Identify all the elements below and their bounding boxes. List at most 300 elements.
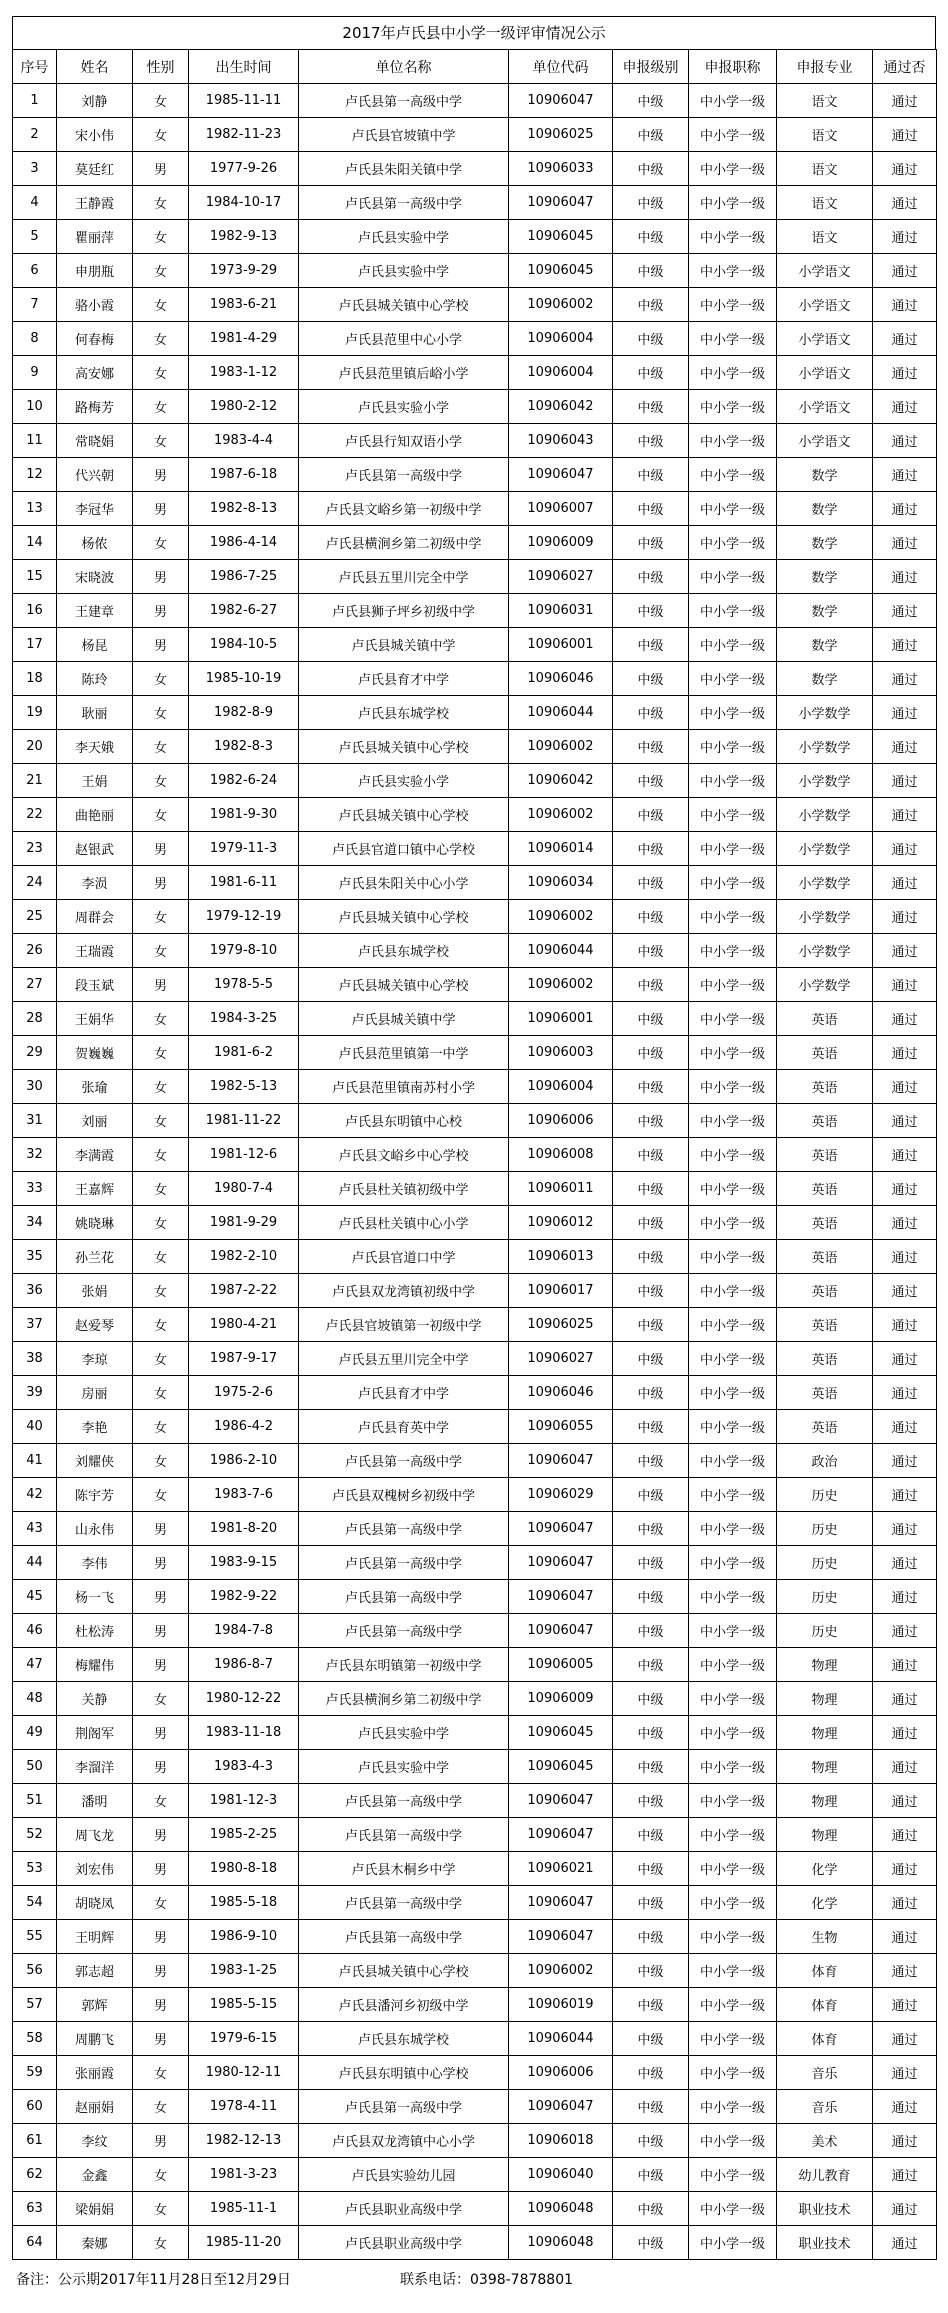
- table-row: [13, 220, 937, 254]
- cell-unit-name: 卢氏县实验幼儿园: [299, 2158, 509, 2192]
- cell-unit-name: 卢氏县实验小学: [299, 390, 509, 424]
- cell-level: 中级: [613, 1750, 689, 1784]
- cell-gender: 男: [133, 152, 189, 186]
- cell-passed: 通过: [873, 1750, 937, 1784]
- cell-name: 关静: [57, 1682, 133, 1716]
- cell-unit-name: 卢氏县东城学校: [299, 2022, 509, 2056]
- cell-gender: 女: [133, 1308, 189, 1342]
- cell-passed: 通过: [873, 1580, 937, 1614]
- cell-title: 中小学一级: [689, 390, 777, 424]
- cell-level: 中级: [613, 1036, 689, 1070]
- cell-passed: 通过: [873, 2022, 937, 2056]
- cell-unit-name: 卢氏县东城学校: [299, 696, 509, 730]
- cell-title: 中小学一级: [689, 1580, 777, 1614]
- cell-title: 中小学一级: [689, 254, 777, 288]
- cell-unit-code: 10906047: [509, 1444, 613, 1478]
- cell-name: 李纹: [57, 2124, 133, 2158]
- cell-birthdate: 1981-9-30: [189, 798, 299, 832]
- cell-unit-name: 卢氏县城关镇中心学校: [299, 900, 509, 934]
- cell-passed: 通过: [873, 1036, 937, 1070]
- cell-subject: 小学数学: [777, 730, 873, 764]
- cell-gender: 男: [133, 1512, 189, 1546]
- cell-unit-code: 10906043: [509, 424, 613, 458]
- cell-unit-code: 10906047: [509, 1784, 613, 1818]
- cell-unit-name: 卢氏县潘河乡初级中学: [299, 1988, 509, 2022]
- cell-level: 中级: [613, 1648, 689, 1682]
- cell-gender: 女: [133, 2158, 189, 2192]
- cell-level: 中级: [613, 2192, 689, 2226]
- cell-name: 路梅芳: [57, 390, 133, 424]
- cell-birthdate: 1979-12-19: [189, 900, 299, 934]
- cell-gender: 男: [133, 1920, 189, 1954]
- cell-name: 赵丽娟: [57, 2090, 133, 2124]
- cell-index: 52: [13, 1818, 57, 1852]
- cell-level: 中级: [613, 1580, 689, 1614]
- cell-gender: 女: [133, 900, 189, 934]
- cell-name: 周群会: [57, 900, 133, 934]
- cell-birthdate: 1979-6-15: [189, 2022, 299, 2056]
- cell-index: 58: [13, 2022, 57, 2056]
- cell-index: 45: [13, 1580, 57, 1614]
- cell-passed: 通过: [873, 424, 937, 458]
- results-table: [12, 49, 937, 2260]
- cell-subject: 小学数学: [777, 934, 873, 968]
- cell-passed: 通过: [873, 1648, 937, 1682]
- cell-level: 中级: [613, 288, 689, 322]
- cell-gender: 女: [133, 2192, 189, 2226]
- cell-level: 中级: [613, 220, 689, 254]
- cell-index: 39: [13, 1376, 57, 1410]
- cell-gender: 女: [133, 84, 189, 118]
- cell-name: 杨一飞: [57, 1580, 133, 1614]
- cell-unit-code: 10906045: [509, 220, 613, 254]
- cell-level: 中级: [613, 1852, 689, 1886]
- cell-name: 金鑫: [57, 2158, 133, 2192]
- cell-name: 王瑞霞: [57, 934, 133, 968]
- cell-gender: 男: [133, 1750, 189, 1784]
- cell-birthdate: 1981-4-29: [189, 322, 299, 356]
- cell-index: 57: [13, 1988, 57, 2022]
- cell-subject: 英语: [777, 1104, 873, 1138]
- cell-subject: 小学数学: [777, 832, 873, 866]
- cell-index: 5: [13, 220, 57, 254]
- cell-subject: 数学: [777, 458, 873, 492]
- cell-gender: 男: [133, 1614, 189, 1648]
- cell-unit-name: 卢氏县东明镇中心学校: [299, 2056, 509, 2090]
- cell-birthdate: 1982-6-27: [189, 594, 299, 628]
- cell-birthdate: 1981-11-22: [189, 1104, 299, 1138]
- cell-subject: 数学: [777, 594, 873, 628]
- cell-title: 中小学一级: [689, 832, 777, 866]
- cell-passed: 通过: [873, 1886, 937, 1920]
- cell-birthdate: 1985-5-15: [189, 1988, 299, 2022]
- cell-unit-name: 卢氏县职业高级中学: [299, 2192, 509, 2226]
- cell-index: 54: [13, 1886, 57, 1920]
- table-row: [13, 152, 937, 186]
- cell-passed: 通过: [873, 1512, 937, 1546]
- cell-gender: 男: [133, 1988, 189, 2022]
- cell-unit-code: 10906027: [509, 560, 613, 594]
- table-row: [13, 1852, 937, 1886]
- cell-unit-name: 卢氏县育英中学: [299, 1410, 509, 1444]
- cell-name: 申朋瓶: [57, 254, 133, 288]
- cell-name: 张丽霞: [57, 2056, 133, 2090]
- cell-subject: 历史: [777, 1546, 873, 1580]
- cell-name: 刘宏伟: [57, 1852, 133, 1886]
- cell-unit-name: 卢氏县第一高级中学: [299, 1512, 509, 1546]
- cell-birthdate: 1983-6-21: [189, 288, 299, 322]
- table-row: [13, 1818, 937, 1852]
- cell-index: 30: [13, 1070, 57, 1104]
- cell-birthdate: 1979-8-10: [189, 934, 299, 968]
- cell-unit-code: 10906045: [509, 254, 613, 288]
- table-row: [13, 2192, 937, 2226]
- cell-birthdate: 1985-2-25: [189, 1818, 299, 1852]
- cell-unit-code: 10906029: [509, 1478, 613, 1512]
- cell-index: 46: [13, 1614, 57, 1648]
- table-row: [13, 1410, 937, 1444]
- cell-name: 秦娜: [57, 2226, 133, 2260]
- cell-gender: 女: [133, 2226, 189, 2260]
- cell-birthdate: 1986-4-2: [189, 1410, 299, 1444]
- cell-title: 中小学一级: [689, 1818, 777, 1852]
- table-row: [13, 254, 937, 288]
- table-row: [13, 730, 937, 764]
- cell-birthdate: 1983-11-18: [189, 1716, 299, 1750]
- cell-index: 17: [13, 628, 57, 662]
- cell-title: 中小学一级: [689, 1172, 777, 1206]
- cell-passed: 通过: [873, 1682, 937, 1716]
- table-row: [13, 1376, 937, 1410]
- cell-subject: 语文: [777, 152, 873, 186]
- cell-name: 刘耀侠: [57, 1444, 133, 1478]
- cell-passed: 通过: [873, 1240, 937, 1274]
- cell-birthdate: 1977-9-26: [189, 152, 299, 186]
- cell-birthdate: 1982-9-22: [189, 1580, 299, 1614]
- cell-level: 中级: [613, 1614, 689, 1648]
- cell-gender: 女: [133, 1886, 189, 1920]
- cell-level: 中级: [613, 900, 689, 934]
- cell-index: 49: [13, 1716, 57, 1750]
- cell-subject: 英语: [777, 1410, 873, 1444]
- cell-level: 中级: [613, 526, 689, 560]
- cell-index: 15: [13, 560, 57, 594]
- cell-unit-name: 卢氏县朱阳关中心小学: [299, 866, 509, 900]
- cell-index: 6: [13, 254, 57, 288]
- table-row: [13, 1988, 937, 2022]
- cell-name: 梅耀伟: [57, 1648, 133, 1682]
- table-row: [13, 2022, 937, 2056]
- cell-unit-code: 10906002: [509, 288, 613, 322]
- cell-title: 中小学一级: [689, 764, 777, 798]
- cell-birthdate: 1982-8-9: [189, 696, 299, 730]
- cell-index: 44: [13, 1546, 57, 1580]
- cell-unit-name: 卢氏县城关镇中心学校: [299, 1954, 509, 1988]
- cell-name: 周鹏飞: [57, 2022, 133, 2056]
- cell-gender: 女: [133, 1274, 189, 1308]
- cell-level: 中级: [613, 1954, 689, 1988]
- cell-passed: 通过: [873, 1376, 937, 1410]
- table-body: [13, 84, 937, 2260]
- cell-gender: 女: [133, 186, 189, 220]
- cell-passed: 通过: [873, 764, 937, 798]
- cell-birthdate: 1984-7-8: [189, 1614, 299, 1648]
- cell-subject: 小学数学: [777, 900, 873, 934]
- cell-gender: 男: [133, 628, 189, 662]
- cell-gender: 女: [133, 1478, 189, 1512]
- cell-subject: 化学: [777, 1886, 873, 1920]
- cell-index: 1: [13, 84, 57, 118]
- cell-level: 中级: [613, 764, 689, 798]
- column-header-gender: 性别: [133, 50, 189, 84]
- cell-name: 赵爱琴: [57, 1308, 133, 1342]
- cell-passed: 通过: [873, 2056, 937, 2090]
- cell-unit-name: 卢氏县实验中学: [299, 254, 509, 288]
- cell-title: 中小学一级: [689, 1852, 777, 1886]
- table-row: [13, 1614, 937, 1648]
- cell-passed: 通过: [873, 390, 937, 424]
- cell-title: 中小学一级: [689, 288, 777, 322]
- cell-index: 21: [13, 764, 57, 798]
- cell-subject: 历史: [777, 1512, 873, 1546]
- cell-level: 中级: [613, 1444, 689, 1478]
- cell-name: 王娟: [57, 764, 133, 798]
- cell-unit-code: 10906019: [509, 1988, 613, 2022]
- cell-gender: 女: [133, 1410, 189, 1444]
- cell-title: 中小学一级: [689, 84, 777, 118]
- cell-level: 中级: [613, 594, 689, 628]
- cell-subject: 英语: [777, 1308, 873, 1342]
- cell-level: 中级: [613, 1886, 689, 1920]
- table-row: [13, 628, 937, 662]
- cell-level: 中级: [613, 1172, 689, 1206]
- cell-gender: 男: [133, 1954, 189, 1988]
- cell-title: 中小学一级: [689, 1988, 777, 2022]
- cell-title: 中小学一级: [689, 186, 777, 220]
- cell-subject: 物理: [777, 1818, 873, 1852]
- table-row: [13, 1274, 937, 1308]
- cell-index: 7: [13, 288, 57, 322]
- column-header-title: 申报职称: [689, 50, 777, 84]
- notice-sheet: [12, 16, 936, 2288]
- cell-passed: 通过: [873, 594, 937, 628]
- cell-index: 12: [13, 458, 57, 492]
- cell-subject: 物理: [777, 1750, 873, 1784]
- cell-unit-name: 卢氏县城关镇中心学校: [299, 288, 509, 322]
- cell-name: 杜松涛: [57, 1614, 133, 1648]
- cell-unit-code: 10906055: [509, 1410, 613, 1444]
- cell-title: 中小学一级: [689, 458, 777, 492]
- cell-passed: 通过: [873, 1070, 937, 1104]
- cell-subject: 音乐: [777, 2056, 873, 2090]
- cell-index: 62: [13, 2158, 57, 2192]
- cell-name: 胡晓凤: [57, 1886, 133, 1920]
- cell-name: 周飞龙: [57, 1818, 133, 1852]
- table-row: [13, 1954, 937, 1988]
- cell-birthdate: 1982-8-13: [189, 492, 299, 526]
- cell-birthdate: 1982-2-10: [189, 1240, 299, 1274]
- cell-unit-name: 卢氏县第一高级中学: [299, 2090, 509, 2124]
- cell-subject: 职业技术: [777, 2192, 873, 2226]
- cell-gender: 男: [133, 458, 189, 492]
- table-row: [13, 1070, 937, 1104]
- cell-passed: 通过: [873, 1954, 937, 1988]
- cell-gender: 男: [133, 1648, 189, 1682]
- cell-level: 中级: [613, 458, 689, 492]
- cell-name: 段玉斌: [57, 968, 133, 1002]
- cell-unit-name: 卢氏县第一高级中学: [299, 1580, 509, 1614]
- cell-level: 中级: [613, 1512, 689, 1546]
- cell-subject: 语文: [777, 186, 873, 220]
- cell-title: 中小学一级: [689, 152, 777, 186]
- cell-birthdate: 1987-2-22: [189, 1274, 299, 1308]
- cell-unit-name: 卢氏县第一高级中学: [299, 1546, 509, 1580]
- cell-birthdate: 1983-9-15: [189, 1546, 299, 1580]
- cell-subject: 英语: [777, 1342, 873, 1376]
- cell-birthdate: 1986-7-25: [189, 560, 299, 594]
- table-row: [13, 1104, 937, 1138]
- column-header-subject: 申报专业: [777, 50, 873, 84]
- cell-name: 刘静: [57, 84, 133, 118]
- cell-unit-name: 卢氏县官坡镇第一初级中学: [299, 1308, 509, 1342]
- cell-unit-code: 10906025: [509, 118, 613, 152]
- cell-unit-name: 卢氏县第一高级中学: [299, 1784, 509, 1818]
- cell-birthdate: 1985-11-1: [189, 2192, 299, 2226]
- cell-unit-name: 卢氏县五里川完全中学: [299, 560, 509, 594]
- cell-gender: 女: [133, 1138, 189, 1172]
- table-row: [13, 390, 937, 424]
- cell-name: 杨昆: [57, 628, 133, 662]
- cell-gender: 女: [133, 798, 189, 832]
- column-header-unit-code: 单位代码: [509, 50, 613, 84]
- cell-title: 中小学一级: [689, 2226, 777, 2260]
- cell-level: 中级: [613, 1784, 689, 1818]
- cell-birthdate: 1982-12-13: [189, 2124, 299, 2158]
- cell-subject: 语文: [777, 118, 873, 152]
- cell-passed: 通过: [873, 2090, 937, 2124]
- cell-passed: 通过: [873, 696, 937, 730]
- cell-subject: 物理: [777, 1784, 873, 1818]
- cell-title: 中小学一级: [689, 1070, 777, 1104]
- table-row: [13, 1648, 937, 1682]
- cell-index: 43: [13, 1512, 57, 1546]
- cell-level: 中级: [613, 1818, 689, 1852]
- cell-gender: 女: [133, 1784, 189, 1818]
- table-row: [13, 1206, 937, 1240]
- cell-subject: 音乐: [777, 2090, 873, 2124]
- cell-title: 中小学一级: [689, 1716, 777, 1750]
- cell-title: 中小学一级: [689, 1274, 777, 1308]
- cell-index: 42: [13, 1478, 57, 1512]
- cell-birthdate: 1983-4-4: [189, 424, 299, 458]
- cell-name: 宋晓波: [57, 560, 133, 594]
- cell-name: 李溜洋: [57, 1750, 133, 1784]
- table-row: [13, 1138, 937, 1172]
- cell-unit-code: 10906025: [509, 1308, 613, 1342]
- cell-title: 中小学一级: [689, 968, 777, 1002]
- table-row: [13, 934, 937, 968]
- cell-unit-code: 10906047: [509, 1512, 613, 1546]
- table-row: [13, 1172, 937, 1206]
- cell-index: 63: [13, 2192, 57, 2226]
- cell-passed: 通过: [873, 118, 937, 152]
- cell-birthdate: 1982-6-24: [189, 764, 299, 798]
- cell-subject: 小学数学: [777, 696, 873, 730]
- cell-gender: 女: [133, 1002, 189, 1036]
- cell-title: 中小学一级: [689, 1648, 777, 1682]
- cell-subject: 语文: [777, 220, 873, 254]
- cell-index: 18: [13, 662, 57, 696]
- cell-unit-code: 10906002: [509, 798, 613, 832]
- table-row: [13, 1002, 937, 1036]
- cell-birthdate: 1978-5-5: [189, 968, 299, 1002]
- cell-name: 郭辉: [57, 1988, 133, 2022]
- cell-unit-name: 卢氏县范里镇南苏村小学: [299, 1070, 509, 1104]
- cell-unit-code: 10906017: [509, 1274, 613, 1308]
- cell-unit-name: 卢氏县双槐树乡初级中学: [299, 1478, 509, 1512]
- cell-subject: 小学语文: [777, 424, 873, 458]
- cell-level: 中级: [613, 390, 689, 424]
- cell-passed: 通过: [873, 1546, 937, 1580]
- cell-index: 26: [13, 934, 57, 968]
- cell-gender: 女: [133, 730, 189, 764]
- cell-birthdate: 1981-3-23: [189, 2158, 299, 2192]
- cell-title: 中小学一级: [689, 1954, 777, 1988]
- cell-unit-code: 10906047: [509, 1818, 613, 1852]
- cell-gender: 男: [133, 832, 189, 866]
- cell-title: 中小学一级: [689, 2192, 777, 2226]
- cell-name: 刘丽: [57, 1104, 133, 1138]
- cell-gender: 女: [133, 1036, 189, 1070]
- cell-birthdate: 1983-4-3: [189, 1750, 299, 1784]
- cell-subject: 数学: [777, 560, 873, 594]
- cell-name: 李琼: [57, 1342, 133, 1376]
- cell-passed: 通过: [873, 526, 937, 560]
- cell-unit-code: 10906004: [509, 1070, 613, 1104]
- cell-unit-code: 10906002: [509, 1954, 613, 1988]
- cell-gender: 女: [133, 424, 189, 458]
- cell-unit-name: 卢氏县朱阳关镇中学: [299, 152, 509, 186]
- cell-unit-name: 卢氏县实验中学: [299, 220, 509, 254]
- cell-unit-code: 10906031: [509, 594, 613, 628]
- cell-unit-code: 10906042: [509, 764, 613, 798]
- cell-unit-name: 卢氏县城关镇中学: [299, 1002, 509, 1036]
- footer-phone: 联系电话：0398-7878801: [400, 2272, 574, 2288]
- cell-title: 中小学一级: [689, 220, 777, 254]
- cell-passed: 通过: [873, 1784, 937, 1818]
- cell-unit-name: 卢氏县育才中学: [299, 1376, 509, 1410]
- cell-title: 中小学一级: [689, 118, 777, 152]
- cell-index: 10: [13, 390, 57, 424]
- cell-unit-code: 10906001: [509, 628, 613, 662]
- cell-index: 47: [13, 1648, 57, 1682]
- table-row: [13, 424, 937, 458]
- table-row: [13, 1478, 937, 1512]
- cell-unit-name: 卢氏县狮子坪乡初级中学: [299, 594, 509, 628]
- cell-index: 4: [13, 186, 57, 220]
- cell-subject: 英语: [777, 1002, 873, 1036]
- cell-unit-code: 10906003: [509, 1036, 613, 1070]
- cell-birthdate: 1985-5-18: [189, 1886, 299, 1920]
- cell-level: 中级: [613, 1138, 689, 1172]
- cell-name: 贺巍巍: [57, 1036, 133, 1070]
- cell-birthdate: 1980-8-18: [189, 1852, 299, 1886]
- cell-unit-code: 10906044: [509, 696, 613, 730]
- cell-unit-code: 10906008: [509, 1138, 613, 1172]
- cell-unit-name: 卢氏县横涧乡第二初级中学: [299, 1682, 509, 1716]
- cell-subject: 体育: [777, 1988, 873, 2022]
- cell-index: 24: [13, 866, 57, 900]
